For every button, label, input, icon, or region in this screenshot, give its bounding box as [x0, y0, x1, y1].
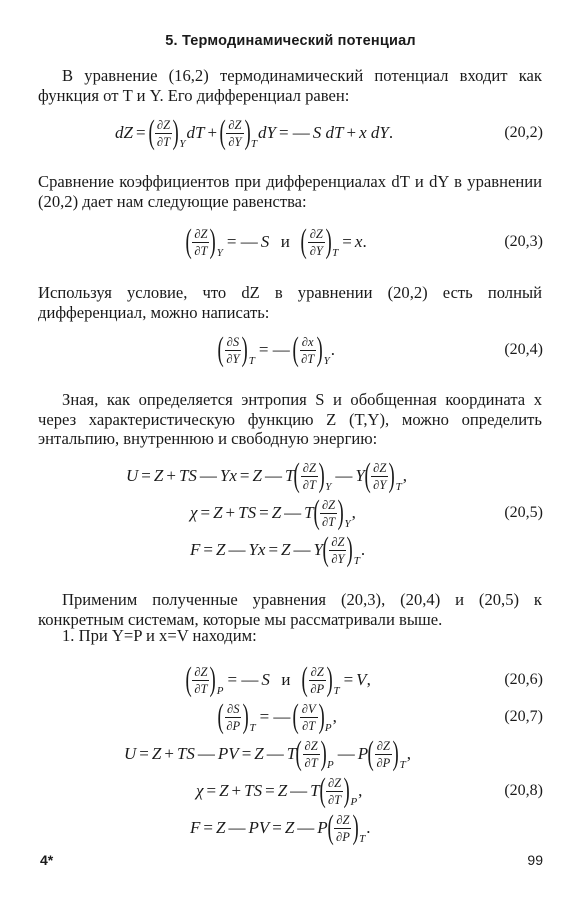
paragraph-case-1: 1. При Y=P и x=V находим:	[62, 626, 257, 645]
equation-20-8-line-1: U = Z + TS — PV = Z — T ( $\frac{\partial Z}{\partial T}$ ) P — P ( $\frac{\partial Z}{\partial P}$ ) T ,	[124, 735, 411, 772]
equation-20-4: ( $\frac{\partial S}{\partial Y}$ ) T = — ( $\frac{\partial x}{\partial T}$ ) Y . (20,4)	[217, 331, 543, 368]
equation-number: (20,6)	[504, 671, 543, 688]
equation-number: (20,7)	[504, 708, 543, 725]
paragraph-comparison: Сравнение коэффициентов при дифференциалах dT и dY в уравнении (20,2) дает нам следующие равенства:	[38, 172, 542, 211]
equation-20-5-line-1: U = Z + TS — Yx = Z — T ( $\frac{\partial Z}{\partial T}$ ) Y — Y ( $\frac{\partial Z}{\partial Y}$ ) T ,	[126, 457, 407, 494]
paragraph-energies: Зная, как определяется энтропия S и обобщенная координата x через характеристическую функцию Z (T,Y), можно определить энтальпию, внутреннюю и свободную энергию:	[38, 390, 542, 448]
equation-20-3: ( $\frac{\partial Z}{\partial T}$ ) Y = — S и ( $\frac{\partial Z}{\partial Y}$ ) T = x . (20,3)	[185, 223, 543, 260]
equation-20-7: ( $\frac{\partial S}{\partial P}$ ) T = — ( $\frac{\partial V}{\partial T}$ ) P , (20,7)	[217, 698, 543, 735]
page-number: 99	[527, 852, 543, 868]
equation-number: (20,3)	[504, 233, 543, 250]
paragraph-intro: В уравнение (16,2) термодинамический потенциал входит как функция от T и Y. Его дифференциал равен:	[38, 66, 542, 105]
equation-20-2: dZ = ( $\frac{\partial Z}{\partial T}$ ) Y dT + ( $\frac{\partial Z}{\partial Y}$ ) T dY = — S dT + x dY . (20,2)	[115, 114, 543, 151]
signature-mark: 4*	[40, 852, 54, 868]
equation-number: (20,4)	[504, 341, 543, 358]
equation-20-5-line-3: F = Z — Yx = Z — Y ( $\frac{\partial Z}{\partial Y}$ ) T .	[190, 531, 366, 568]
paragraph-total-differential: Используя условие, что dZ в уравнении (20,2) есть полный дифференциал, можно написать:	[38, 283, 542, 322]
equation-20-5-line-2: χ = Z + TS = Z — T ( $\frac{\partial Z}{\partial T}$ ) Y , (20,5)	[190, 494, 543, 531]
paragraph-apply: Применим полученные уравнения (20,3), (20,4) и (20,5) к конкретным системам, которые мы рассматривали выше.	[38, 590, 542, 629]
equation-number: (20,5)	[504, 504, 543, 521]
equation-20-8-line-3: F = Z — PV = Z — P ( $\frac{\partial Z}{\partial P}$ ) T .	[190, 809, 371, 846]
equation-20-6: ( $\frac{\partial Z}{\partial T}$ ) P = — S и ( $\frac{\partial Z}{\partial P}$ ) T = V , (20,6)	[185, 661, 543, 698]
section-heading: 5. Термодинамический потенциал	[165, 33, 416, 49]
equation-20-8-line-2: χ = Z + TS = Z — T ( $\frac{\partial Z}{\partial T}$ ) P , (20,8)	[196, 772, 543, 809]
equation-number: (20,2)	[504, 124, 543, 141]
equation-number: (20,8)	[504, 782, 543, 799]
